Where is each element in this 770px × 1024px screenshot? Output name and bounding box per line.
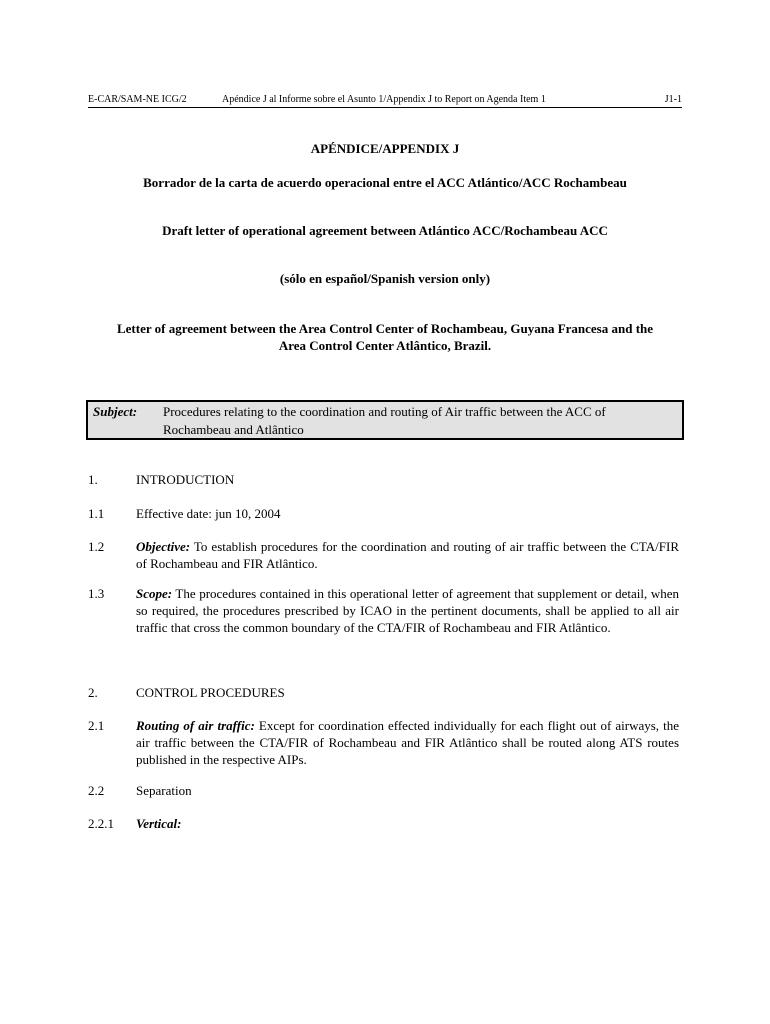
section-text: Except for coordination effected individually for each flight out of airways, the air traffic between the CTA/FIR of Rochambeau and FIR Atlântico shall be routed along ATS routes published in the respective AIPs. bbox=[136, 718, 679, 767]
section-label: Vertical: bbox=[136, 816, 182, 831]
section-text: To establish procedures for the coordination and routing of air traffic between the CTA/FIR of Rochambeau and FIR Atlântico. bbox=[136, 539, 679, 571]
letter-title-line-1: Letter of agreement between the Area Control Center of Rochambeau, Guyana Francesa and the bbox=[116, 321, 654, 336]
section-number: 1.2 bbox=[88, 539, 105, 554]
subtitle-spanish: Borrador de la carta de acuerdo operacional entre el ACC Atlántico/ACC Rochambeau bbox=[143, 175, 627, 190]
section-paragraph bbox=[136, 585, 679, 636]
section-number: 1. bbox=[88, 472, 98, 487]
subject-box bbox=[86, 400, 684, 440]
section-number: 2.2 bbox=[88, 783, 105, 798]
section-paragraph bbox=[136, 717, 679, 768]
subject-label: Subject: bbox=[93, 404, 138, 419]
section-number: 2.2.1 bbox=[88, 816, 114, 831]
section-number: 2.1 bbox=[88, 718, 105, 733]
section-text: Separation bbox=[136, 783, 192, 798]
section-number: 1.1 bbox=[88, 506, 105, 521]
header-description: Apéndice J al Informe sobre el Asunto 1/Appendix J to Report on Agenda Item 1 bbox=[222, 94, 546, 105]
section-title: INTRODUCTION bbox=[136, 472, 235, 487]
section-label: Routing of air traffic: bbox=[136, 718, 255, 733]
version-note: (sólo en español/Spanish version only) bbox=[279, 271, 491, 286]
section-text: Effective date: jun 10, 2004 bbox=[136, 506, 281, 521]
section-number: 1.3 bbox=[88, 586, 105, 601]
letter-title-line-2: Area Control Center Atlântico, Brazil. bbox=[278, 338, 492, 353]
section-paragraph bbox=[136, 538, 679, 572]
section-label: Scope: bbox=[136, 586, 173, 601]
subject-text: Procedures relating to the coordination and routing of Air traffic between the ACC of Rochambeau and Atlântico bbox=[163, 404, 606, 437]
page-header bbox=[88, 93, 682, 108]
appendix-title: APÉNDICE/APPENDIX J bbox=[310, 141, 460, 156]
subtitle-english: Draft letter of operational agreement between Atlántico ACC/Rochambeau ACC bbox=[162, 223, 608, 238]
section-number: 2. bbox=[88, 685, 98, 700]
section-text: The procedures contained in this operational letter of agreement that supplement or detail, when so required, the procedures prescribed by ICAO in the pertinent documents, shall be applied to all air traffic that cross the common boundary of the CTA/FIR of Rochambeau and FIR Atlântico. bbox=[136, 586, 679, 635]
header-document-code: E-CAR/SAM-NE ICG/2 bbox=[88, 94, 187, 105]
section-title: CONTROL PROCEDURES bbox=[136, 685, 285, 700]
header-page-number: J1-1 bbox=[664, 94, 682, 105]
section-label: Objective: bbox=[136, 539, 191, 554]
